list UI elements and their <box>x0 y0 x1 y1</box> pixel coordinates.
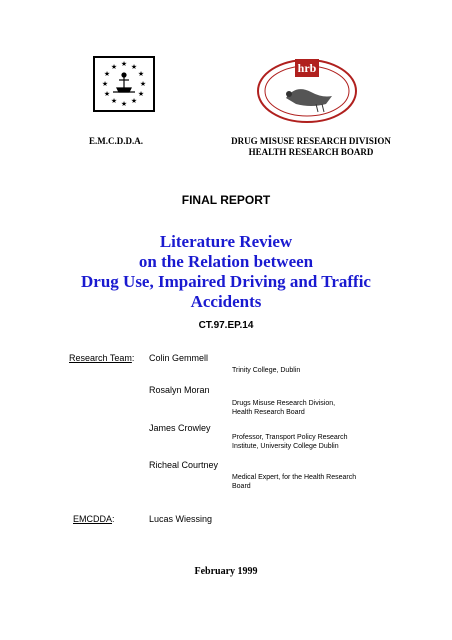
svg-text:★: ★ <box>120 100 128 108</box>
member-affiliation-4-line1: Medical Expert, for the Health Research <box>232 474 357 481</box>
emcdda-name: Lucas Wiessing <box>149 514 213 524</box>
member-name-2: Rosalyn Moran <box>149 385 210 395</box>
emcdda-label-text: EMCDDA <box>73 514 113 524</box>
member-affiliation-1-line1: Trinity College, Dublin <box>232 367 301 374</box>
member-affiliation-1 <box>232 366 300 375</box>
member-affiliation-3-line2: Institute, University College Dublin <box>232 443 339 450</box>
emcdda-label <box>73 514 115 524</box>
member-name-3: James Crowley <box>149 423 211 433</box>
emcdda-logo <box>93 56 155 112</box>
report-code: CT.97.EP.14 <box>198 320 254 331</box>
member-name-4: Richeal Courtney <box>149 460 219 470</box>
member-affiliation-3 <box>232 433 348 451</box>
research-team-label <box>69 353 134 363</box>
report-date: February 1999 <box>194 566 258 577</box>
svg-text:★: ★ <box>103 70 111 78</box>
title-line-2: on the Relation between <box>138 252 314 271</box>
svg-text:★: ★ <box>137 90 145 98</box>
member-affiliation-2 <box>232 399 335 417</box>
report-title <box>40 232 412 312</box>
svg-text:hrb: hrb <box>297 61 317 75</box>
research-team-label-text: Research Team <box>69 353 132 363</box>
svg-text:★: ★ <box>137 70 145 78</box>
title-line-4: Accidents <box>190 292 262 311</box>
header-right-line2: HEALTH RESEARCH BOARD <box>248 147 374 157</box>
svg-text:★: ★ <box>120 60 128 68</box>
svg-text:★: ★ <box>101 80 109 88</box>
emcdda-colon: : <box>112 514 115 524</box>
header-left: E.M.C.D.D.A. <box>89 136 143 146</box>
title-line-1: Literature Review <box>159 232 293 251</box>
member-affiliation-3-line1: Professor, Transport Policy Research <box>232 434 348 441</box>
member-name-1: Colin Gemmell <box>149 353 209 363</box>
member-affiliation-2-line2: Health Research Board <box>232 409 305 416</box>
member-affiliation-4-line2: Board <box>232 483 251 490</box>
svg-text:★: ★ <box>103 90 111 98</box>
research-team-colon: : <box>131 353 135 363</box>
svg-text:★: ★ <box>110 97 118 105</box>
svg-text:★: ★ <box>130 63 138 71</box>
member-affiliation-2-line1: Drugs Misuse Research Division, <box>232 400 336 407</box>
svg-text:★: ★ <box>139 80 147 88</box>
member-affiliation-4 <box>232 473 356 491</box>
svg-text:★: ★ <box>130 97 138 105</box>
hrb-logo <box>256 54 358 124</box>
header-right-line1: DRUG MISUSE RESEARCH DIVISION <box>231 136 391 146</box>
svg-text:★: ★ <box>110 63 118 71</box>
title-line-3: Drug Use, Impaired Driving and Traffic <box>81 272 371 291</box>
report-type: FINAL REPORT <box>181 193 271 207</box>
